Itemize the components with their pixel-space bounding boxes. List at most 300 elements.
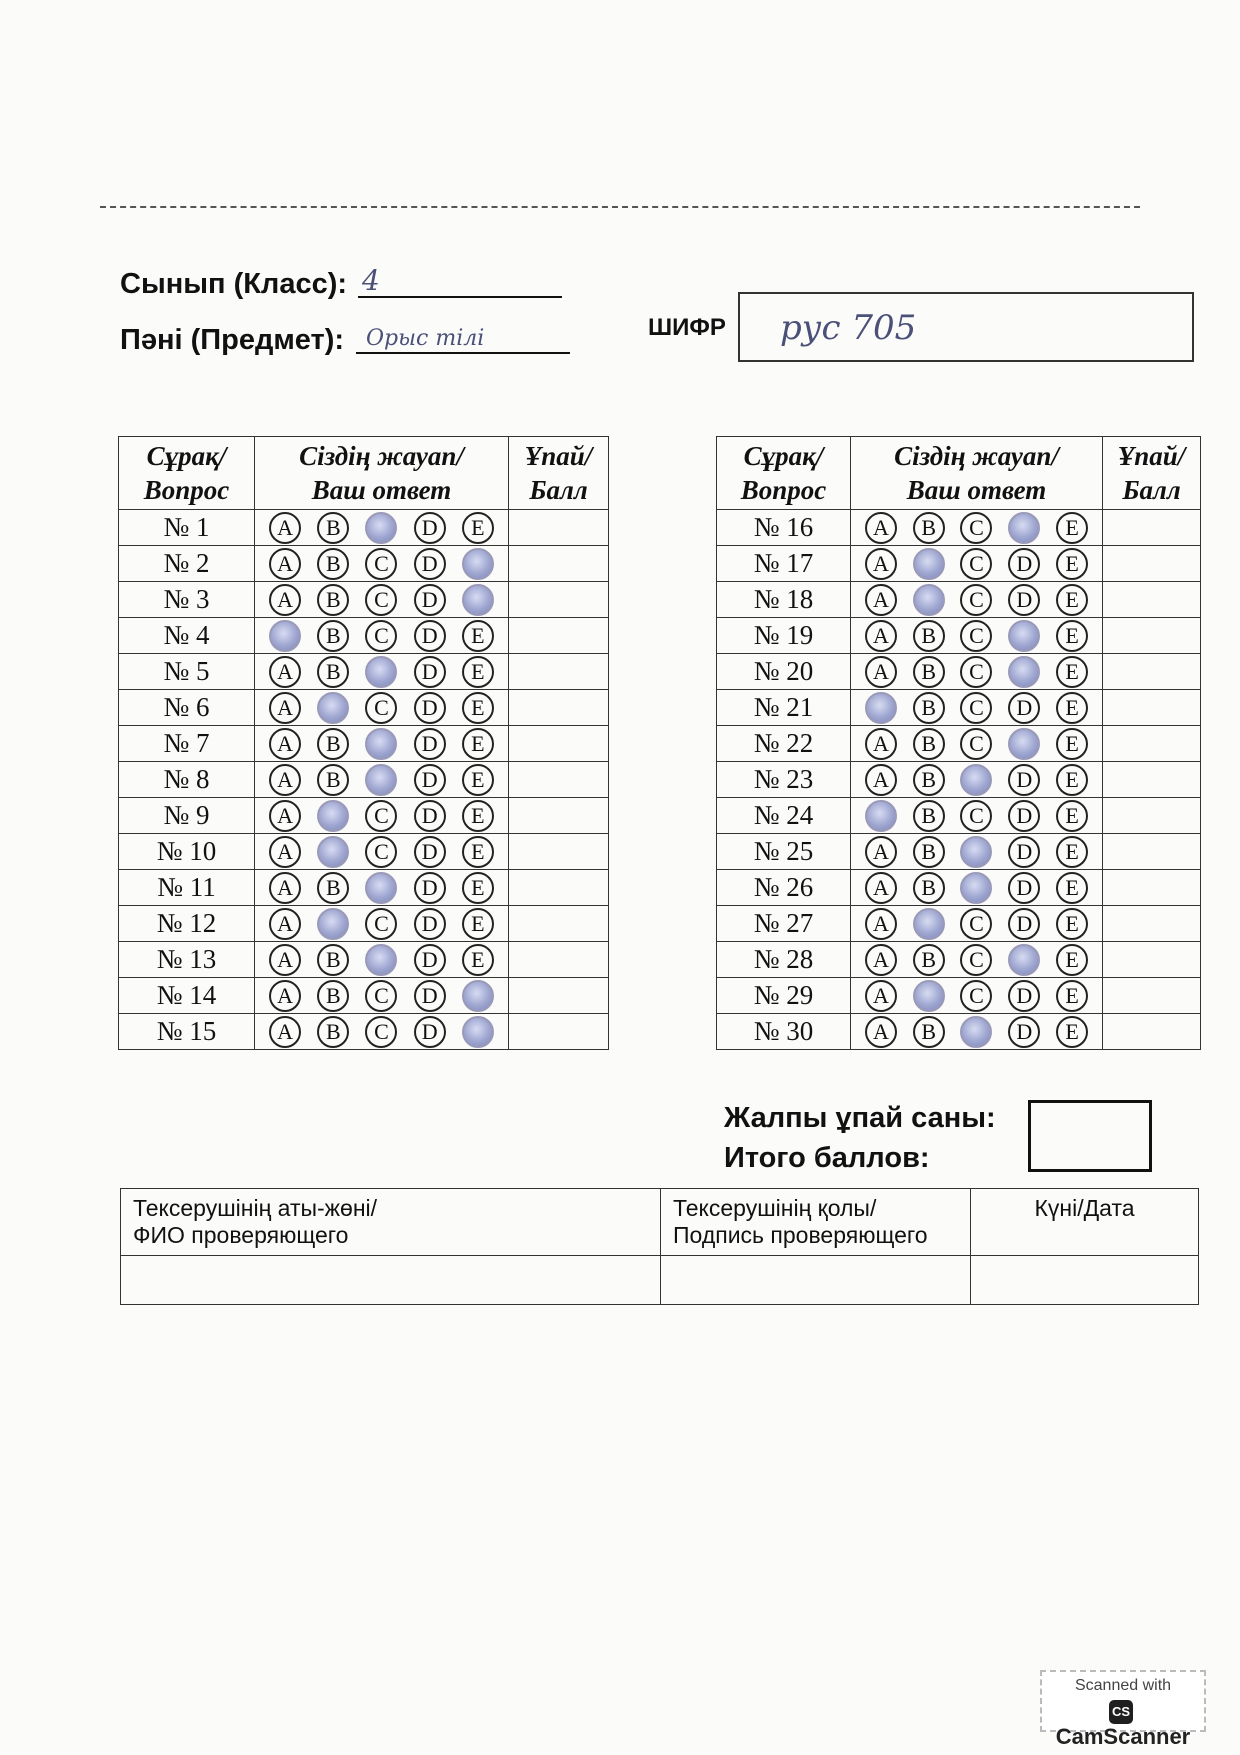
option-bubble-d[interactable]: D	[414, 944, 446, 976]
option-bubble-d[interactable]: D	[414, 692, 446, 724]
answer-row	[119, 726, 609, 762]
question-number: № 6	[119, 690, 255, 726]
answer-options	[255, 510, 509, 546]
col-question-header: Сұрақ/ Вопрос	[119, 437, 255, 510]
option-bubble-c[interactable]: C	[960, 584, 992, 616]
answer-options	[851, 654, 1103, 690]
question-number: № 8	[119, 762, 255, 798]
question-number: № 27	[717, 906, 851, 942]
subject-value[interactable]: Орыс тілі	[366, 326, 485, 351]
total-label-ru: Итого баллов:	[724, 1142, 930, 1174]
option-bubble-a[interactable]: A	[269, 836, 301, 868]
option-bubble-e[interactable]: E	[462, 872, 494, 904]
option-bubble-a[interactable]: A	[865, 584, 897, 616]
answer-row	[717, 690, 1201, 726]
score-cell[interactable]	[1103, 726, 1201, 762]
answer-options	[851, 546, 1103, 582]
option-bubble-b[interactable]: B	[913, 944, 945, 976]
option-bubble-b[interactable]	[913, 548, 945, 580]
option-bubble-d[interactable]: D	[1008, 800, 1040, 832]
option-bubble-d[interactable]: D	[1008, 764, 1040, 796]
option-bubble-b[interactable]: B	[913, 692, 945, 724]
score-cell[interactable]	[509, 978, 609, 1014]
total-label	[724, 1098, 996, 1178]
option-bubble-d[interactable]: D	[414, 872, 446, 904]
question-number: № 16	[717, 510, 851, 546]
answer-row	[119, 654, 609, 690]
option-bubble-b[interactable]: B	[913, 1016, 945, 1048]
option-bubble-c[interactable]: C	[960, 944, 992, 976]
option-bubble-c[interactable]: C	[365, 584, 397, 616]
option-bubble-e[interactable]: E	[1056, 548, 1088, 580]
camscanner-logo-icon: CS	[1109, 1700, 1133, 1724]
question-number: № 11	[119, 870, 255, 906]
option-bubble-d[interactable]: D	[1008, 1016, 1040, 1048]
option-bubble-e[interactable]: E	[1056, 1016, 1088, 1048]
option-bubble-d[interactable]: D	[1008, 584, 1040, 616]
option-bubble-c[interactable]	[960, 872, 992, 904]
question-number: № 3	[119, 582, 255, 618]
score-cell[interactable]	[1103, 1014, 1201, 1050]
option-bubble-b[interactable]: B	[913, 800, 945, 832]
question-number: № 12	[119, 906, 255, 942]
answer-options	[851, 510, 1103, 546]
option-bubble-a[interactable]: A	[865, 548, 897, 580]
answer-row	[119, 510, 609, 546]
option-bubble-a[interactable]: A	[865, 908, 897, 940]
option-bubble-e[interactable]: E	[1056, 512, 1088, 544]
option-bubble-e[interactable]: E	[1056, 620, 1088, 652]
option-bubble-d[interactable]: D	[414, 1016, 446, 1048]
cipher-value: рус 705	[780, 308, 917, 348]
answer-options	[255, 906, 509, 942]
option-bubble-e[interactable]: E	[1056, 836, 1088, 868]
checker-date-label: Күні/Дата	[971, 1189, 1199, 1256]
option-bubble-c[interactable]	[960, 1016, 992, 1048]
score-cell[interactable]	[509, 546, 609, 582]
answer-options	[255, 834, 509, 870]
checker-signature-field[interactable]	[661, 1256, 971, 1305]
answer-options	[255, 726, 509, 762]
option-bubble-e[interactable]: E	[1056, 800, 1088, 832]
option-bubble-c[interactable]: C	[960, 692, 992, 724]
question-number: № 26	[717, 870, 851, 906]
answer-row	[717, 942, 1201, 978]
answer-row	[717, 798, 1201, 834]
answer-options	[255, 798, 509, 834]
option-bubble-c[interactable]: C	[365, 620, 397, 652]
option-bubble-e[interactable]: E	[462, 836, 494, 868]
score-cell[interactable]	[1103, 762, 1201, 798]
score-cell[interactable]	[1103, 978, 1201, 1014]
answer-row	[119, 582, 609, 618]
option-bubble-a[interactable]: A	[269, 584, 301, 616]
answer-options	[851, 582, 1103, 618]
option-bubble-a[interactable]: A	[269, 764, 301, 796]
question-number: № 25	[717, 834, 851, 870]
cipher-label: ШИФР	[648, 314, 726, 341]
answer-row	[119, 870, 609, 906]
total-label-kz: Жалпы ұпай саны:	[724, 1102, 996, 1134]
col-score-header: Ұпай/ Балл	[509, 437, 609, 510]
option-bubble-d[interactable]: D	[414, 836, 446, 868]
option-bubble-c[interactable]	[365, 728, 397, 760]
question-number: № 28	[717, 942, 851, 978]
option-bubble-b[interactable]: B	[317, 944, 349, 976]
option-bubble-b[interactable]	[913, 584, 945, 616]
answer-options	[255, 546, 509, 582]
class-value[interactable]: 4	[362, 264, 380, 297]
option-bubble-d[interactable]: D	[414, 548, 446, 580]
score-cell[interactable]	[1103, 870, 1201, 906]
answer-options	[255, 762, 509, 798]
score-cell[interactable]	[1103, 546, 1201, 582]
camscanner-watermark: Scanned with CSCamScanner	[1040, 1670, 1206, 1732]
option-bubble-a[interactable]: A	[865, 656, 897, 688]
score-cell[interactable]	[1103, 618, 1201, 654]
option-bubble-b[interactable]	[317, 908, 349, 940]
score-cell[interactable]	[509, 654, 609, 690]
score-cell[interactable]	[1103, 690, 1201, 726]
answer-options	[851, 798, 1103, 834]
question-number: № 15	[119, 1014, 255, 1050]
option-bubble-c[interactable]: C	[960, 728, 992, 760]
score-cell[interactable]	[509, 690, 609, 726]
option-bubble-b[interactable]	[317, 836, 349, 868]
option-bubble-a[interactable]: A	[269, 1016, 301, 1048]
option-bubble-d[interactable]	[1008, 944, 1040, 976]
option-bubble-e[interactable]: E	[1056, 908, 1088, 940]
question-number: № 9	[119, 798, 255, 834]
score-cell[interactable]	[509, 726, 609, 762]
option-bubble-a[interactable]: A	[865, 836, 897, 868]
option-bubble-c[interactable]	[365, 944, 397, 976]
answer-row	[717, 870, 1201, 906]
option-bubble-e[interactable]	[462, 548, 494, 580]
score-cell[interactable]	[1103, 510, 1201, 546]
option-bubble-a[interactable]: A	[865, 512, 897, 544]
score-cell[interactable]	[509, 798, 609, 834]
subject-label: Пәні (Предмет):	[120, 324, 345, 356]
option-bubble-a[interactable]: A	[269, 980, 301, 1012]
option-bubble-d[interactable]	[1008, 620, 1040, 652]
option-bubble-a[interactable]: A	[865, 764, 897, 796]
answer-row	[119, 798, 609, 834]
option-bubble-e[interactable]: E	[1056, 764, 1088, 796]
answer-table-right	[716, 436, 1201, 1050]
answer-options	[255, 654, 509, 690]
option-bubble-d[interactable]: D	[1008, 908, 1040, 940]
option-bubble-a[interactable]: A	[269, 908, 301, 940]
option-bubble-e[interactable]: E	[1056, 872, 1088, 904]
col-answer-header: Сіздің жауап/ Ваш ответ	[851, 437, 1103, 510]
option-bubble-d[interactable]: D	[1008, 872, 1040, 904]
cipher-box[interactable]	[738, 292, 1194, 362]
option-bubble-a[interactable]: A	[865, 944, 897, 976]
checker-name-label: Тексерушінің аты-жөні/ ФИО проверяющего	[121, 1189, 661, 1256]
total-score-box[interactable]	[1028, 1100, 1152, 1172]
option-bubble-e[interactable]: E	[462, 764, 494, 796]
option-bubble-b[interactable]: B	[317, 656, 349, 688]
option-bubble-e[interactable]: E	[462, 512, 494, 544]
option-bubble-b[interactable]	[913, 908, 945, 940]
option-bubble-a[interactable]: A	[269, 692, 301, 724]
answer-options	[255, 618, 509, 654]
score-cell[interactable]	[509, 618, 609, 654]
option-bubble-e[interactable]: E	[462, 620, 494, 652]
option-bubble-d[interactable]	[1008, 728, 1040, 760]
option-bubble-e[interactable]: E	[1056, 944, 1088, 976]
answer-options	[255, 1014, 509, 1050]
option-bubble-a[interactable]	[865, 692, 897, 724]
checker-signature-label: Тексерушінің қолы/ Подпись проверяющего	[661, 1189, 971, 1256]
question-number: № 29	[717, 978, 851, 1014]
option-bubble-c[interactable]: C	[960, 980, 992, 1012]
question-number: № 1	[119, 510, 255, 546]
option-bubble-c[interactable]	[960, 836, 992, 868]
score-cell[interactable]	[509, 762, 609, 798]
option-bubble-d[interactable]: D	[414, 620, 446, 652]
answer-options	[851, 762, 1103, 798]
option-bubble-e[interactable]: E	[462, 944, 494, 976]
score-cell[interactable]	[509, 942, 609, 978]
option-bubble-a[interactable]: A	[865, 620, 897, 652]
option-bubble-c[interactable]: C	[960, 512, 992, 544]
question-number: № 17	[717, 546, 851, 582]
option-bubble-b[interactable]: B	[913, 512, 945, 544]
option-bubble-e[interactable]: E	[1056, 692, 1088, 724]
option-bubble-b[interactable]	[913, 980, 945, 1012]
option-bubble-c[interactable]: C	[365, 980, 397, 1012]
option-bubble-d[interactable]: D	[414, 656, 446, 688]
answer-options	[255, 870, 509, 906]
col-answer-header: Сіздің жауап/ Ваш ответ	[255, 437, 509, 510]
answer-row	[119, 690, 609, 726]
answer-row	[119, 942, 609, 978]
option-bubble-d[interactable]	[1008, 656, 1040, 688]
option-bubble-c[interactable]: C	[960, 800, 992, 832]
score-cell[interactable]	[509, 834, 609, 870]
answer-row	[717, 654, 1201, 690]
answer-options	[851, 1014, 1103, 1050]
option-bubble-d[interactable]: D	[1008, 980, 1040, 1012]
option-bubble-a[interactable]: A	[269, 548, 301, 580]
answer-row	[717, 546, 1201, 582]
answer-row	[717, 582, 1201, 618]
checker-date-field[interactable]	[971, 1256, 1199, 1305]
class-underline	[358, 296, 562, 298]
option-bubble-b[interactable]	[317, 800, 349, 832]
option-bubble-c[interactable]	[365, 872, 397, 904]
option-bubble-b[interactable]: B	[317, 980, 349, 1012]
option-bubble-e[interactable]: E	[462, 692, 494, 724]
score-cell[interactable]	[509, 1014, 609, 1050]
option-bubble-b[interactable]: B	[913, 656, 945, 688]
answer-row	[119, 546, 609, 582]
option-bubble-a[interactable]: A	[269, 728, 301, 760]
option-bubble-b[interactable]: B	[317, 872, 349, 904]
option-bubble-c[interactable]: C	[365, 836, 397, 868]
option-bubble-c[interactable]	[365, 764, 397, 796]
option-bubble-b[interactable]: B	[913, 728, 945, 760]
score-cell[interactable]	[509, 582, 609, 618]
option-bubble-b[interactable]: B	[913, 872, 945, 904]
question-number: № 23	[717, 762, 851, 798]
option-bubble-d[interactable]: D	[414, 728, 446, 760]
score-cell[interactable]	[1103, 582, 1201, 618]
option-bubble-a[interactable]: A	[269, 656, 301, 688]
question-number: № 24	[717, 798, 851, 834]
score-cell[interactable]	[1103, 906, 1201, 942]
answer-options	[851, 618, 1103, 654]
subject-underline	[356, 352, 570, 354]
option-bubble-c[interactable]: C	[960, 620, 992, 652]
option-bubble-a[interactable]: A	[865, 1016, 897, 1048]
option-bubble-e[interactable]: E	[462, 908, 494, 940]
option-bubble-e[interactable]: E	[1056, 980, 1088, 1012]
score-cell[interactable]	[509, 510, 609, 546]
answer-options	[255, 942, 509, 978]
option-bubble-b[interactable]: B	[317, 584, 349, 616]
option-bubble-d[interactable]: D	[414, 764, 446, 796]
answer-row	[119, 906, 609, 942]
question-number: № 2	[119, 546, 255, 582]
option-bubble-d[interactable]: D	[414, 584, 446, 616]
option-bubble-b[interactable]: B	[317, 1016, 349, 1048]
score-cell[interactable]	[509, 870, 609, 906]
option-bubble-e[interactable]	[462, 980, 494, 1012]
option-bubble-a[interactable]: A	[865, 872, 897, 904]
answer-options	[851, 870, 1103, 906]
option-bubble-b[interactable]	[317, 692, 349, 724]
answer-row	[119, 762, 609, 798]
option-bubble-c[interactable]: C	[960, 908, 992, 940]
checker-table	[120, 1188, 1199, 1305]
answer-row	[717, 834, 1201, 870]
question-number: № 20	[717, 654, 851, 690]
option-bubble-a[interactable]: A	[269, 800, 301, 832]
option-bubble-e[interactable]	[462, 584, 494, 616]
question-number: № 21	[717, 690, 851, 726]
col-question-header: Сұрақ/ Вопрос	[717, 437, 851, 510]
answer-row	[717, 762, 1201, 798]
answer-table-left	[118, 436, 609, 1050]
option-bubble-c[interactable]: C	[365, 800, 397, 832]
option-bubble-b[interactable]: B	[913, 620, 945, 652]
option-bubble-c[interactable]: C	[365, 548, 397, 580]
option-bubble-c[interactable]	[365, 512, 397, 544]
answer-row	[119, 978, 609, 1014]
option-bubble-c[interactable]: C	[365, 908, 397, 940]
option-bubble-e[interactable]: E	[1056, 584, 1088, 616]
option-bubble-d[interactable]: D	[414, 800, 446, 832]
answer-row	[119, 1014, 609, 1050]
question-number: № 10	[119, 834, 255, 870]
question-number: № 30	[717, 1014, 851, 1050]
option-bubble-b[interactable]: B	[317, 728, 349, 760]
answer-options	[255, 690, 509, 726]
option-bubble-d[interactable]: D	[1008, 692, 1040, 724]
question-number: № 14	[119, 978, 255, 1014]
question-number: № 19	[717, 618, 851, 654]
answer-options	[851, 690, 1103, 726]
option-bubble-c[interactable]	[365, 656, 397, 688]
option-bubble-e[interactable]: E	[462, 800, 494, 832]
score-cell[interactable]	[1103, 798, 1201, 834]
question-number: № 7	[119, 726, 255, 762]
question-number: № 4	[119, 618, 255, 654]
answer-row	[717, 1014, 1201, 1050]
option-bubble-b[interactable]: B	[913, 764, 945, 796]
option-bubble-d[interactable]	[1008, 512, 1040, 544]
option-bubble-a[interactable]: A	[269, 944, 301, 976]
question-number: № 18	[717, 582, 851, 618]
option-bubble-b[interactable]: B	[317, 548, 349, 580]
option-bubble-c[interactable]: C	[365, 692, 397, 724]
score-cell[interactable]	[1103, 942, 1201, 978]
score-cell[interactable]	[1103, 654, 1201, 690]
answer-row	[119, 618, 609, 654]
answer-options	[851, 834, 1103, 870]
cut-line	[100, 206, 1140, 208]
col-score-header: Ұпай/ Балл	[1103, 437, 1201, 510]
option-bubble-d[interactable]: D	[414, 980, 446, 1012]
option-bubble-a[interactable]: A	[865, 980, 897, 1012]
answer-options	[851, 906, 1103, 942]
option-bubble-e[interactable]: E	[462, 728, 494, 760]
answer-row	[717, 726, 1201, 762]
answer-row	[717, 978, 1201, 1014]
option-bubble-d[interactable]: D	[1008, 836, 1040, 868]
option-bubble-c[interactable]: C	[960, 656, 992, 688]
answer-options	[851, 978, 1103, 1014]
option-bubble-a[interactable]	[269, 620, 301, 652]
option-bubble-d[interactable]: D	[414, 908, 446, 940]
option-bubble-e[interactable]	[462, 1016, 494, 1048]
option-bubble-d[interactable]: D	[1008, 548, 1040, 580]
score-cell[interactable]	[1103, 834, 1201, 870]
option-bubble-a[interactable]: A	[269, 512, 301, 544]
question-number: № 13	[119, 942, 255, 978]
option-bubble-e[interactable]: E	[462, 656, 494, 688]
option-bubble-a[interactable]	[865, 800, 897, 832]
option-bubble-c[interactable]: C	[960, 548, 992, 580]
option-bubble-a[interactable]: A	[865, 728, 897, 760]
answer-options	[255, 978, 509, 1014]
option-bubble-c[interactable]: C	[365, 1016, 397, 1048]
option-bubble-b[interactable]: B	[317, 620, 349, 652]
option-bubble-e[interactable]: E	[1056, 728, 1088, 760]
option-bubble-d[interactable]: D	[414, 512, 446, 544]
answer-row	[717, 906, 1201, 942]
option-bubble-c[interactable]	[960, 764, 992, 796]
question-number: № 5	[119, 654, 255, 690]
answer-options	[851, 726, 1103, 762]
answer-row	[717, 618, 1201, 654]
class-label: Сынып (Класс):	[120, 268, 348, 300]
question-number: № 22	[717, 726, 851, 762]
option-bubble-b[interactable]: B	[913, 836, 945, 868]
answer-options	[255, 582, 509, 618]
option-bubble-b[interactable]: B	[317, 512, 349, 544]
score-cell[interactable]	[509, 906, 609, 942]
option-bubble-a[interactable]: A	[269, 872, 301, 904]
answer-options	[851, 942, 1103, 978]
option-bubble-e[interactable]: E	[1056, 656, 1088, 688]
checker-name-field[interactable]	[121, 1256, 661, 1305]
option-bubble-b[interactable]: B	[317, 764, 349, 796]
answer-row	[119, 834, 609, 870]
